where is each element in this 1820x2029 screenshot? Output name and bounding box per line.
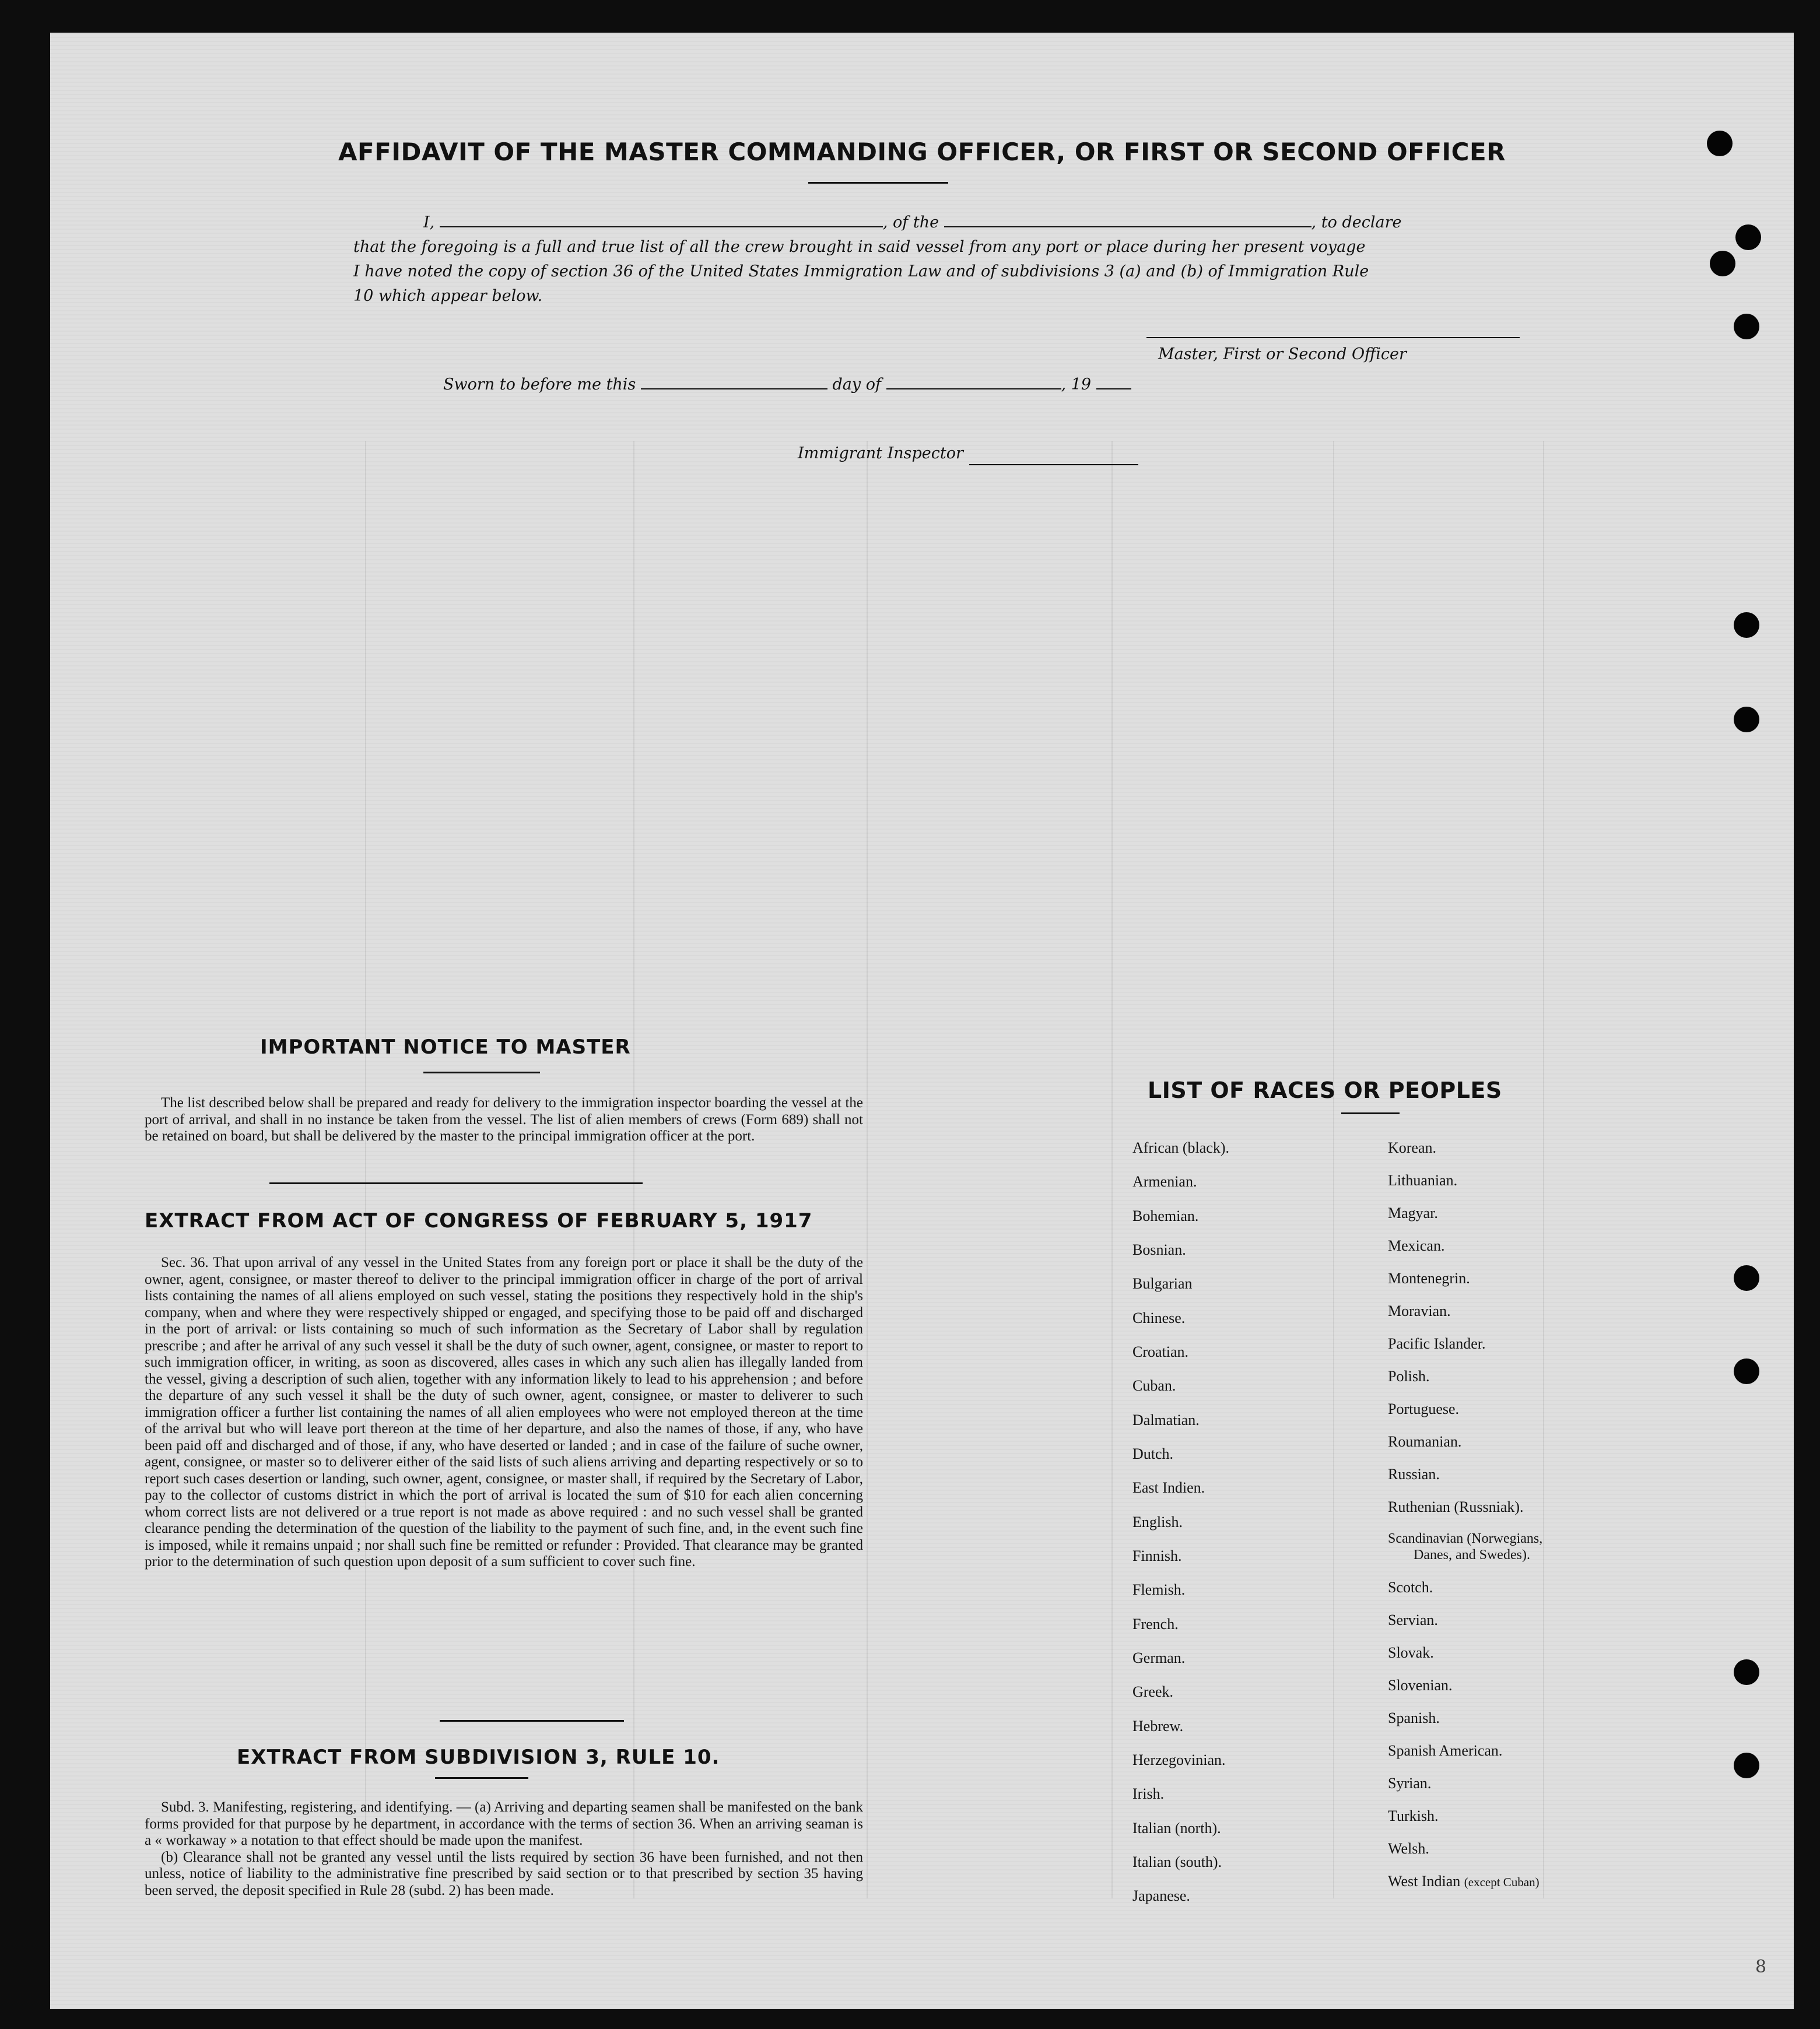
ghost-column-line <box>1111 441 1113 1898</box>
race-item: Korean. <box>1388 1139 1437 1156</box>
race-item: Lithuanian. <box>1388 1172 1458 1189</box>
race-item: Italian (north). <box>1132 1820 1221 1837</box>
rule-underline <box>435 1777 528 1779</box>
i-label: I, <box>423 213 435 231</box>
rule-title: EXTRACT FROM SUBDIVISION 3, RULE 10. <box>237 1746 720 1769</box>
notice-text: The list described below shall be prepared and ready for delivery to the immigration inspector boarding the vessel at the port of arrival, and shall in no instance be taken from the vessel. The list of alien members of crews (Form 689) shall not be retained on board, but shall be delivered by the master to the principal immigration officer at the port. <box>145 1095 863 1144</box>
punch-hole <box>1734 1753 1759 1778</box>
sworn-year-blank[interactable] <box>1096 375 1131 389</box>
races-right-column <box>1388 1139 1644 1932</box>
affidavit-line-3: I have noted the copy of section 36 of the United States Immigration Law and of subdivisions 3 (a) and (b) of Immigration Rule <box>353 262 1369 280</box>
vessel-blank[interactable] <box>944 213 1311 227</box>
race-item-note: (except Cuban) <box>1464 1875 1540 1889</box>
document-page <box>50 33 1794 2009</box>
inspector-label: Immigrant Inspector <box>798 444 963 462</box>
race-item: Welsh. <box>1388 1840 1429 1857</box>
year-prefix: , 19 <box>1061 375 1092 394</box>
master-label: Master, First or Second Officer <box>1158 345 1407 363</box>
race-item: Cuban. <box>1132 1377 1176 1394</box>
race-item: Croatian. <box>1132 1343 1189 1360</box>
race-item: Greek. <box>1132 1683 1174 1700</box>
act-title: EXTRACT FROM ACT OF CONGRESS OF FEBRUARY 5, 1917 <box>145 1209 813 1233</box>
race-item <box>1388 1873 1540 1890</box>
punch-hole <box>1734 1265 1759 1291</box>
act-divider <box>440 1720 624 1722</box>
race-item: Armenian. <box>1132 1173 1197 1190</box>
race-item: Turkish. <box>1388 1807 1439 1824</box>
rule-text: Subd. 3. Manifesting, registering, and identifying. — (a) Arriving and departing seamen shall be manifested on the bank forms provided for that purpose by he department, in accordance with the terms of section 36. When an arriving seaman is a « workaway » a notation to that effect should be made upon the manifest. (b) Clearance shall not be granted any vessel until the lists required by section 36 have been furnished, and not then unless, notice of liability to the administrative fine prescribed by said section or to that prescribed by section 35 having been served, the deposit specified in Rule 28 (subd. 2) has been made. <box>145 1799 863 1898</box>
race-item-label: West Indian <box>1388 1873 1461 1890</box>
punch-hole <box>1734 612 1759 638</box>
race-item: Flemish. <box>1132 1581 1186 1598</box>
race-item: Slovenian. <box>1388 1677 1453 1694</box>
race-item: Danes, and Swedes). <box>1414 1547 1530 1563</box>
race-item: Italian (south). <box>1132 1854 1222 1870</box>
race-item: Irish. <box>1132 1785 1165 1802</box>
race-item: Slovak. <box>1388 1644 1434 1661</box>
race-item: Servian. <box>1388 1612 1438 1628</box>
race-item: Bulgarian <box>1132 1275 1193 1292</box>
races-underline <box>1341 1112 1400 1114</box>
affidavit-line-4: 10 which appear below. <box>353 287 543 305</box>
race-item: Herzegovinian. <box>1132 1751 1226 1768</box>
race-item: Chinese. <box>1132 1310 1186 1326</box>
race-item: Ruthenian (Russniak). <box>1388 1498 1524 1515</box>
of-the-label: , of the <box>882 213 939 231</box>
sworn-day-blank[interactable] <box>641 375 827 389</box>
race-item: Polish. <box>1388 1368 1430 1385</box>
race-item: Bohemian. <box>1132 1207 1199 1224</box>
affidavit-line-1 <box>423 213 1402 231</box>
ghost-column-line <box>633 441 634 1898</box>
race-item: Dalmatian. <box>1132 1412 1200 1428</box>
race-item: Scotch. <box>1388 1579 1433 1596</box>
sworn-line <box>443 375 1131 394</box>
inspector-signature-line[interactable] <box>969 451 1138 465</box>
to-declare-label: , to declare <box>1311 213 1402 231</box>
race-item: Magyar. <box>1388 1205 1438 1221</box>
day-of-label: day of <box>832 375 881 394</box>
act-text: Sec. 36. That upon arrival of any vessel in the United States from any foreign port or place it shall be the duty of the owner, agent, consignee, or master thereof to deliver to the principal immigration officer in charge of the port of arrival lists containing the names of all aliens employed on such vessel, stating the positions they respectively hold in the ship's company, when and where they were respectively shipped or engaged, and specifying those to be paid off and discharged in the port of arrival: or lists containing so much of such information as the Secretary of Labor shall by regulation prescribe ; and after he arrival of any such vessel it shall be the duty of such owner, agent, consignee, or master to report to such immigration officer, in writing, as soon as discovered, alles cases in which any such alien has illegally landed from the vessel, giving a description of such alien, together with any information likely to lead to his apprehension ; and before the departure of any such vessel it shall be the duty of such owner, agent, consignee, or master to deliverer to such immigration officer a further list containing the names of all alien employees who were not employed thereon at the time of the arrival but who will leave port thereon at the time of her departure, and also the names of those, if any, who have been paid off and discharged and of those, if any, who have deserted or landed ; and in case of the failure of suche owner, agent, consignee, or master so to deliverer either of the said lists of such aliens arriving and departing respectively or so to report such cases desertion or landing, such owner, agent, consignee, or master shall, if required by the Secretary of Labor, pay to the collector of customs district in which the port of arrival is located the sum of $10 for each alien concerning whom correct lists are not delivered or a true report is not made as above required : and no such vessel shall be granted clearance pending the determination of the question of the liability to the payment of such fine, and, in the event such fine is imposed, while it remains unpaid ; nor shall such fine be remitted or refunder : Provided. That clearance may be granted prior to the determination of such question upon deposit of a sum sufficient to cover such fine. <box>145 1255 863 1570</box>
punch-hole <box>1734 1358 1759 1384</box>
race-item: Portuguese. <box>1388 1400 1460 1417</box>
punch-hole <box>1735 224 1761 250</box>
race-item: Russian. <box>1388 1466 1440 1483</box>
notice-title: IMPORTANT NOTICE TO MASTER <box>260 1035 631 1059</box>
races-title: LIST OF RACES OR PEOPLES <box>1148 1077 1502 1103</box>
notice-underline <box>423 1072 540 1073</box>
affidavit-line-2: that the foregoing is a full and true list of all the crew brought in said vessel from any port or place during her present voyage <box>353 238 1366 256</box>
punch-hole <box>1734 1659 1759 1685</box>
punch-hole <box>1734 707 1759 732</box>
punch-hole <box>1707 131 1733 156</box>
race-item: Mexican. <box>1388 1237 1445 1254</box>
race-item: English. <box>1132 1514 1183 1530</box>
sworn-label: Sworn to before me this <box>443 375 636 394</box>
ghost-column-line <box>365 441 366 1898</box>
sworn-month-blank[interactable] <box>886 375 1061 389</box>
race-item: Finnish. <box>1132 1547 1182 1564</box>
master-signature-line[interactable] <box>1146 324 1520 338</box>
punch-hole <box>1734 314 1759 339</box>
race-item: Dutch. <box>1132 1445 1174 1462</box>
race-item: Hebrew. <box>1132 1718 1184 1735</box>
race-item: Moravian. <box>1388 1303 1451 1319</box>
affidavit-title: AFFIDAVIT OF THE MASTER COMMANDING OFFICER, OR FIRST OR SECOND OFFICER <box>338 138 1506 166</box>
punch-hole <box>1710 251 1735 276</box>
race-item: German. <box>1132 1649 1186 1666</box>
race-item: French. <box>1132 1616 1179 1633</box>
race-item: Montenegrin. <box>1388 1270 1470 1287</box>
race-item: Roumanian. <box>1388 1433 1462 1450</box>
race-item: East Indien. <box>1132 1479 1205 1496</box>
race-item: Syrian. <box>1388 1775 1432 1792</box>
race-item: Spanish American. <box>1388 1742 1503 1759</box>
name-blank[interactable] <box>440 213 883 227</box>
notice-divider <box>269 1182 643 1184</box>
race-item: Bosnian. <box>1132 1241 1186 1258</box>
race-item: Scandinavian (Norwegians, <box>1388 1531 1543 1546</box>
title-underline <box>808 182 948 184</box>
race-item: Spanish. <box>1388 1709 1440 1726</box>
races-left-column <box>1132 1139 1354 1932</box>
race-item: Japanese. <box>1132 1887 1190 1904</box>
race-item: African (black). <box>1132 1139 1230 1156</box>
race-item: Pacific Islander. <box>1388 1335 1486 1352</box>
corner-mark: 8 <box>1755 1957 1767 1977</box>
ghost-column-line <box>867 441 868 1898</box>
